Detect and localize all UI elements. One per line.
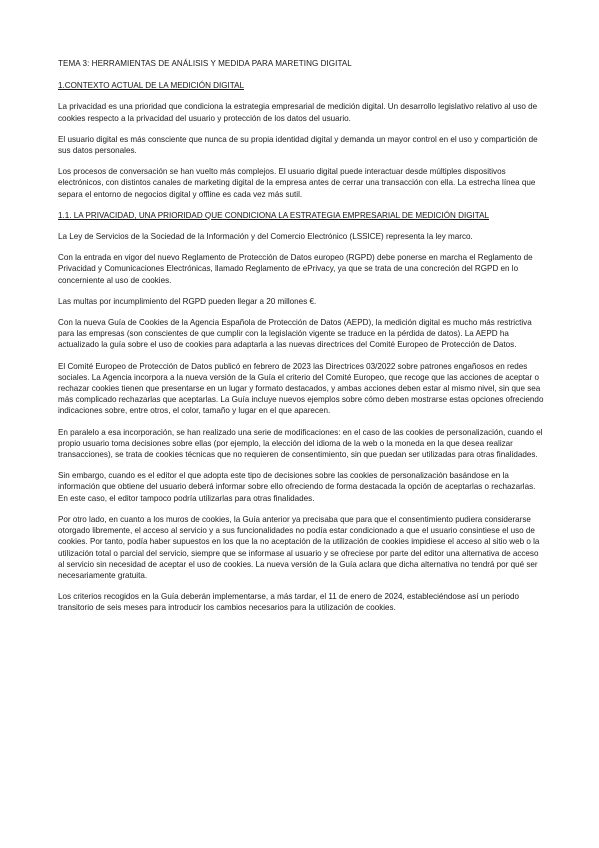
paragraph-2: El usuario digital es más consciente que nunca de su propia identidad digital y demanda un mayor control en el uso y compartición de sus datos personales. <box>58 134 538 156</box>
paragraph-1: La privacidad es una prioridad que condiciona la estrategia empresarial de medición digital. Un desarrollo legislativo relativo al uso de cookies respecto a la privacidad del usuario y protección de los datos del usuario. <box>58 102 538 123</box>
paragraph-3: Los procesos de conversación se han vuelto más complejos. El usuario digital puede interactuar desde múltiples dispositivos electrónicos, con distintos canales de marketing digital de la empresa antes de cerrar una transacción con ella. La estrecha línea que separa el entorno de negocios digital y offline es cada vez más sutil. <box>58 167 536 199</box>
paragraph-7: Con la nueva Guía de Cookies de la Agencia Española de Protección de Datos (AEPD), la medición digital es mucho más restrictiva para las empresas (son conscientes de que cumplir con la legislación vigente se traduce en la pérdida de datos). La AEPD ha actualizado la guía sobre el uso de cookies para adaptarla a las nuevas directrices del Comité Europeo de Protección de Datos. <box>58 318 532 350</box>
paragraph-11: Por otro lado, en cuanto a los muros de cookies, la Guía anterior ya precisaba que para que el consentimiento pudiera considerarse otorgado libremente, el acceso al servicio y a sus funcionalidades no podía estar condicionado a que el usuario consintiese el uso de cookies. Por tanto, podía haber supuestos en los que la no aceptación de la utilización de cookies impidiese el acceso al sitio web o la utilización total o parcial del servicio, siempre que se informase al usuario y se ofreciese por parte del editor una alternativa de acceso al servicio sin necesidad de aceptar el uso de cookies. La nueva versión de la Guía aclara que dicha alternativa no tendrá por qué ser necesariamente gratuita. <box>58 514 540 580</box>
paragraph-9: En paralelo a esa incorporación, se han realizado una serie de modificaciones: en el caso de las cookies de personalización, cuando el propio usuario toma decisiones sobre ellas (por ejemplo, la elección del idioma de la web o la moneda en la que desea realizar transacciones), se trata de cookies técnicas que no requieren de consentimiento, sin que puedan ser utilizadas para otras finalidades. <box>58 427 543 460</box>
paragraph-6: Las multas por incumplimiento del RGPD pueden llegar a 20 millones €. <box>58 296 317 306</box>
section-heading-1-1: 1.1. LA PRIVACIDAD, UNA PRIORIDAD QUE CONDICIONA LA ESTRATEGIA EMPRESARIAL DE MEDICIÓN DIGITAL <box>58 210 490 220</box>
paragraph-12: Los criterios recogidos en la Guía deberán implementarse, a más tardar, el 11 de enero de 2024, estableciéndose así un periodo transitorio de seis meses para introducir los cambios necesarios para la utilización de cookies. <box>58 592 520 613</box>
paragraph-10: Sin embargo, cuando es el editor el que adopta este tipo de decisiones sobre las cookies de personalización basándose en la información que obtiene del usuario deberá informar sobre ello ofreciendo de forma destacada la opción de aceptarlas o rechazarlas. En este caso, el editor tampoco podría utilizarlas para otras finalidades. <box>58 471 536 503</box>
paragraph-8: El Comité Europeo de Protección de Datos publicó en febrero de 2023 las Directrices 03/2022 sobre patrones engañosos en redes sociales. La Agencia incorpora a la nueva versión de la Guía el criterio del Comité Europeo, que recoge que las acciones de aceptar o rechazar cookies tienen que presentarse en un lugar y formato destacados, y ambas acciones deben estar al mismo nivel, sin que sea más complicado rechazarlas que aceptarlas. La Guía incluye nuevos ejemplos sobre cómo deben mostrarse estas opciones ofreciendo indicaciones sobre, entre otros, el color, tamaño y lugar en el que aparecen. <box>58 361 544 416</box>
paragraph-5: Con la entrada en vigor del nuevo Reglamento de Protección de Datos europeo (RGPD) debe ponerse en marcha el Reglamento de Privacidad y Comunicaciones Electrónicas, llamado Reglamento de ePrivacy, ya que se trata de una concreción del RGPD en lo concerniente al uso de cookies. <box>58 253 533 285</box>
document-title: TEMA 3: HERRAMIENTAS DE ANÁLISIS Y MEDIDA PARA MARETING DIGITAL <box>58 59 352 68</box>
paragraph-4: La Ley de Servicios de la Sociedad de la Información y del Comercio Electrónico (LSSICE) representa la ley marco. <box>58 232 473 242</box>
section-heading-1: 1.CONTEXTO ACTUAL DE LA MEDICIÓN DIGITAL <box>58 81 245 91</box>
